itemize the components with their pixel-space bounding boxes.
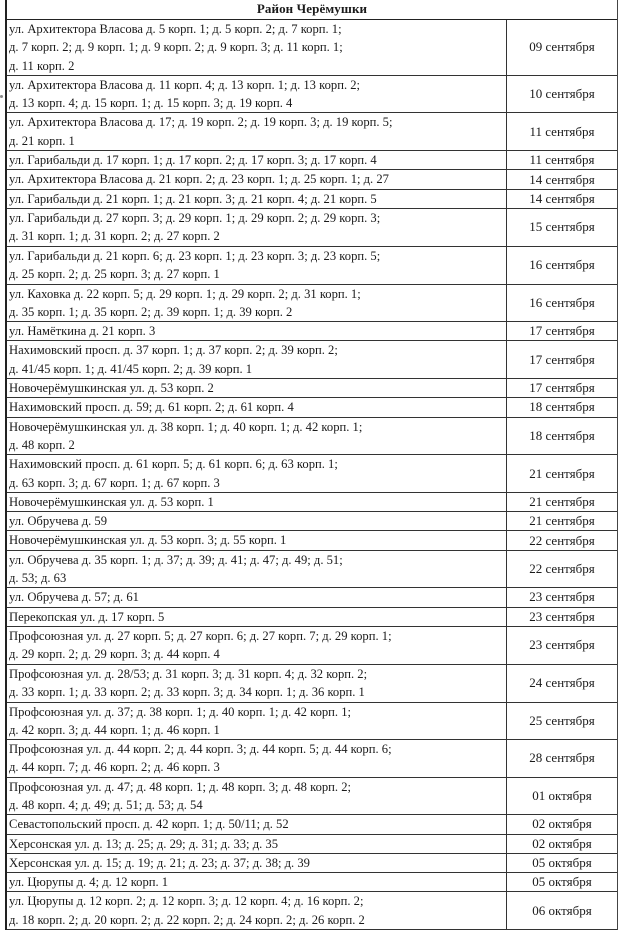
date-cell: 11 сентября (507, 151, 618, 170)
address-line: Новочерёмушкинская ул. д. 53 корп. 2 (9, 381, 214, 396)
address-line: Профсоюзная ул. д. 47; д. 48 корп. 1; д. 48 корп. 3; д. 48 корп. 2; (9, 779, 352, 794)
address-line: ул. Архитектора Власова д. 21 корп. 2; д. 23 корп. 1; д. 25 корп. 1; д. 27 (9, 172, 389, 187)
schedule-row (7, 892, 617, 930)
schedule-row (7, 853, 617, 872)
address-line: д. 11 корп. 2 (9, 58, 75, 73)
address-line: Новочерёмушкинская ул. д. 53 корп. 3; д. 55 корп. 1 (9, 533, 287, 548)
date-cell: 23 сентября (507, 626, 618, 664)
address-line: ул. Намёткина д. 21 корп. 3 (9, 324, 156, 339)
address-line: д. 42 корп. 3; д. 44 корп. 1; д. 46 корп. 1 (9, 722, 220, 737)
date-cell: 02 октября (507, 815, 618, 834)
date-cell: 11 сентября (507, 113, 618, 151)
address-line: Профсоюзная ул. д. 28/53; д. 31 корп. 3; д. 31 корп. 4; д. 32 корп. 2; (9, 666, 368, 681)
address-line: ул. Обручева д. 57; д. 61 (9, 590, 139, 605)
schedule-row (7, 189, 617, 208)
address-line: д. 44 корп. 7; д. 46 корп. 2; д. 46 корп. 3 (9, 760, 220, 775)
address-line: ул. Каховка д. 22 корп. 5; д. 29 корп. 1; д. 29 корп. 2; д. 31 корп. 1; (9, 286, 361, 301)
date-cell: 05 октября (507, 873, 618, 892)
address-cell (7, 151, 507, 170)
address-line: д. 29 корп. 2; д. 29 корп. 3; д. 44 корп. 4 (9, 647, 220, 662)
schedule-row (7, 208, 617, 246)
address-line: ул. Архитектора Власова д. 11 корп. 4; д. 13 корп. 1; д. 13 корп. 2; (9, 77, 361, 92)
date-cell: 25 сентября (507, 702, 618, 740)
date-cell: 06 октября (507, 892, 618, 930)
address-line: ул. Гарибальди д. 17 корп. 1; д. 17 корп. 2; д. 17 корп. 3; д. 17 корп. 4 (9, 153, 377, 168)
date-cell: 17 сентября (507, 341, 618, 379)
schedule-row (7, 492, 617, 511)
address-cell (7, 75, 507, 113)
schedule-table (5, 0, 618, 930)
address-line: д. 33 корп. 1; д. 33 корп. 2; д. 33 корп. 3; д. 34 корп. 1; д. 36 корп. 1 (9, 685, 365, 700)
address-line: Профсоюзная ул. д. 44 корп. 2; д. 44 корп. 3; д. 44 корп. 5; д. 44 корп. 6; (9, 742, 392, 757)
address-cell (7, 531, 507, 550)
schedule-row (7, 455, 617, 493)
date-cell: 24 сентября (507, 664, 618, 702)
address-cell (7, 189, 507, 208)
address-line: ул. Цюрупы д. 12 корп. 2; д. 12 корп. 3; д. 12 корп. 4; д. 16 корп. 2; (9, 894, 364, 909)
address-line: ул. Гарибальди д. 21 корп. 1; д. 21 корп. 3; д. 21 корп. 4; д. 21 корп. 5 (9, 191, 377, 206)
address-cell (7, 417, 507, 455)
schedule-row (7, 417, 617, 455)
schedule-row (7, 398, 617, 417)
address-line: ул. Гарибальди д. 21 корп. 6; д. 23 корп. 1; д. 23 корп. 3; д. 23 корп. 5; (9, 248, 381, 263)
schedule-row (7, 588, 617, 607)
schedule-row (7, 113, 617, 151)
schedule-row (7, 379, 617, 398)
date-cell: 17 сентября (507, 322, 618, 341)
date-cell: 16 сентября (507, 284, 618, 322)
address-line: ул. Гарибальди д. 27 корп. 3; д. 29 корп. 1; д. 29 корп. 2; д. 29 корп. 3; (9, 210, 381, 225)
address-cell (7, 398, 507, 417)
schedule-row (7, 531, 617, 550)
date-cell: 23 сентября (507, 588, 618, 607)
schedule-row (7, 740, 617, 778)
address-cell (7, 550, 507, 588)
address-cell (7, 853, 507, 872)
schedule-row (7, 607, 617, 626)
date-cell: 05 октября (507, 853, 618, 872)
address-line: д. 63 корп. 3; д. 67 корп. 1; д. 67 корп. 3 (9, 475, 220, 490)
address-line: д. 48 корп. 4; д. 49; д. 51; д. 53; д. 54 (9, 797, 203, 812)
schedule-row (7, 512, 617, 531)
address-line: Севастопольский просп. д. 42 корп. 1; д. 50/11; д. 52 (9, 817, 289, 832)
address-line: д. 21 корп. 1 (9, 133, 75, 148)
date-cell: 09 сентября (507, 20, 618, 75)
date-cell: 17 сентября (507, 379, 618, 398)
address-cell (7, 588, 507, 607)
address-cell (7, 322, 507, 341)
address-line: д. 31 корп. 1; д. 31 корп. 2; д. 27 корп. 2 (9, 229, 220, 244)
address-line: д. 25 корп. 2; д. 25 корп. 3; д. 27 корп. 1 (9, 267, 220, 282)
address-cell (7, 873, 507, 892)
address-line: д. 35 корп. 1; д. 35 корп. 2; д. 39 корп. 1; д. 39 корп. 2 (9, 304, 293, 319)
date-cell: 18 сентября (507, 398, 618, 417)
address-line: ул. Цюрупы д. 4; д. 12 корп. 1 (9, 875, 169, 890)
address-cell (7, 492, 507, 511)
address-cell (7, 512, 507, 531)
address-line: Профсоюзная ул. д. 37; д. 38 корп. 1; д. 40 корп. 1; д. 42 корп. 1; (9, 704, 352, 719)
address-cell (7, 455, 507, 493)
address-line: д. 13 корп. 4; д. 15 корп. 1; д. 15 корп. 3; д. 19 корп. 4 (9, 96, 293, 111)
address-cell (7, 740, 507, 778)
schedule-row (7, 834, 617, 853)
address-line: ул. Архитектора Власова д. 17; д. 19 корп. 2; д. 19 корп. 3; д. 19 корп. 5; (9, 115, 393, 130)
schedule-row (7, 170, 617, 189)
address-line: Перекопская ул. д. 17 корп. 5 (9, 609, 165, 624)
date-cell: 22 сентября (507, 550, 618, 588)
address-line: Нахимовский просп. д. 61 корп. 5; д. 61 корп. 6; д. 63 корп. 1; (9, 457, 338, 472)
date-cell: 21 сентября (507, 455, 618, 493)
address-line: Херсонская ул. д. 15; д. 19; д. 21; д. 23; д. 37; д. 38; д. 39 (9, 855, 310, 870)
schedule-grid (7, 20, 617, 930)
date-cell: 10 сентября (507, 75, 618, 113)
schedule-row (7, 341, 617, 379)
address-cell (7, 664, 507, 702)
address-line: ул. Обручева д. 59 (9, 514, 107, 529)
address-line: Профсоюзная ул. д. 27 корп. 5; д. 27 корп. 6; д. 27 корп. 7; д. 29 корп. 1; (9, 629, 392, 644)
date-cell: 22 сентября (507, 531, 618, 550)
date-cell: 14 сентября (507, 189, 618, 208)
address-line: д. 41/45 корп. 1; д. 41/45 корп. 2; д. 39 корп. 1 (9, 361, 253, 376)
address-cell (7, 702, 507, 740)
address-line: Нахимовский просп. д. 59; д. 61 корп. 2; д. 61 корп. 4 (9, 400, 294, 415)
address-line: ул. Обручева д. 35 корп. 1; д. 37; д. 39; д. 41; д. 47; д. 49; д. 51; (9, 552, 343, 567)
address-line: д. 18 корп. 2; д. 20 корп. 2; д. 22 корп. 2; д. 24 корп. 2; д. 26 корп. 2 (9, 912, 365, 927)
scan-speck (0, 95, 3, 98)
schedule-row (7, 20, 617, 75)
schedule-row (7, 664, 617, 702)
address-cell (7, 113, 507, 151)
address-cell (7, 777, 507, 815)
date-cell: 15 сентября (507, 208, 618, 246)
schedule-row (7, 284, 617, 322)
address-line: Херсонская ул. д. 13; д. 25; д. 29; д. 31; д. 33; д. 35 (9, 836, 279, 851)
schedule-row (7, 626, 617, 664)
date-cell: 21 сентября (507, 512, 618, 531)
date-cell: 02 октября (507, 834, 618, 853)
schedule-row (7, 815, 617, 834)
schedule-row (7, 550, 617, 588)
schedule-row (7, 777, 617, 815)
address-cell (7, 607, 507, 626)
date-cell: 16 сентября (507, 246, 618, 284)
address-cell (7, 834, 507, 853)
date-cell: 23 сентября (507, 607, 618, 626)
schedule-row (7, 873, 617, 892)
address-line: Новочерёмушкинская ул. д. 38 корп. 1; д. 40 корп. 1; д. 42 корп. 1; (9, 419, 363, 434)
address-cell (7, 815, 507, 834)
schedule-row (7, 75, 617, 113)
address-cell (7, 246, 507, 284)
address-line: д. 53; д. 63 (9, 571, 67, 586)
address-cell (7, 208, 507, 246)
schedule-row (7, 702, 617, 740)
address-line: д. 48 корп. 2 (9, 437, 75, 452)
address-line: ул. Архитектора Власова д. 5 корп. 1; д. 5 корп. 2; д. 7 корп. 1; (9, 22, 342, 36)
date-cell: 14 сентября (507, 170, 618, 189)
address-line: Новочерёмушкинская ул. д. 53 корп. 1 (9, 494, 214, 509)
address-cell (7, 284, 507, 322)
date-cell: 18 сентября (507, 417, 618, 455)
address-line: д. 7 корп. 2; д. 9 корп. 1; д. 9 корп. 2; д. 9 корп. 3; д. 11 корп. 1; (9, 40, 343, 55)
address-cell (7, 170, 507, 189)
date-cell: 01 октября (507, 777, 618, 815)
address-cell (7, 379, 507, 398)
address-cell (7, 892, 507, 930)
address-line: Нахимовский просп. д. 37 корп. 1; д. 37 корп. 2; д. 39 корп. 2; (9, 343, 338, 358)
address-cell (7, 341, 507, 379)
schedule-rows (7, 20, 617, 930)
address-cell (7, 626, 507, 664)
schedule-row (7, 322, 617, 341)
district-title: Район Черёмушки (7, 0, 617, 20)
address-cell (7, 20, 507, 75)
schedule-row (7, 246, 617, 284)
schedule-row (7, 151, 617, 170)
date-cell: 28 сентября (507, 740, 618, 778)
date-cell: 21 сентября (507, 492, 618, 511)
